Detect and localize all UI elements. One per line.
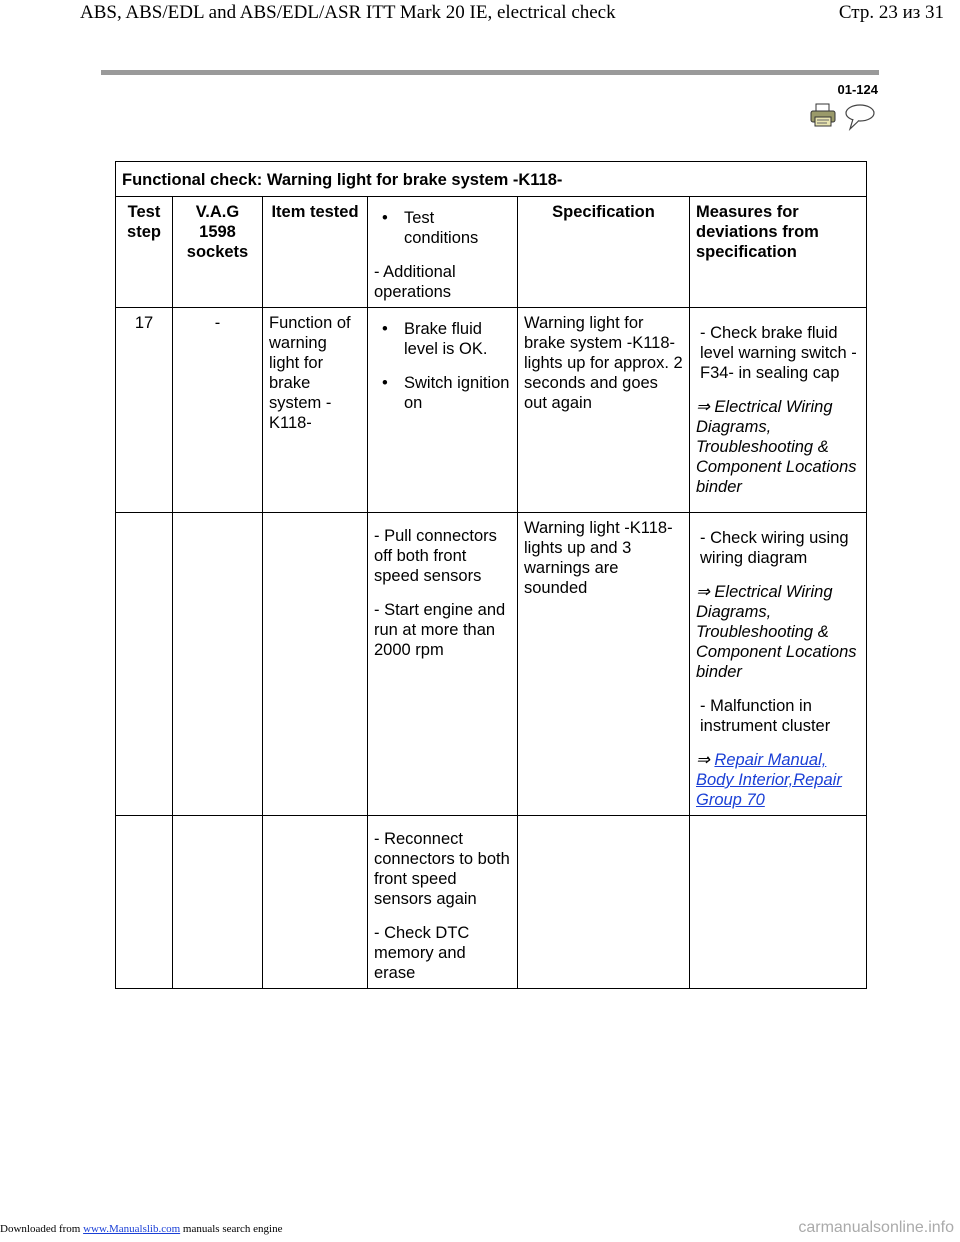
header-item-tested: Item tested	[263, 197, 368, 308]
measure-text: - Check brake fluid level warning switch -F34- in sealing cap	[700, 324, 857, 382]
watermark: carmanualsonline.info	[798, 1219, 954, 1236]
cell-specification	[518, 816, 690, 989]
header-test-conditions: • Test conditions	[374, 208, 511, 248]
page-number: Стр. 23 из 31	[838, 2, 944, 23]
reference-arrow: ⇒	[696, 751, 715, 769]
cell-measures	[690, 308, 867, 513]
header-divider	[101, 70, 879, 75]
repair-manual-link[interactable]: Repair Manual, Body Interior,Repair Group 70	[696, 751, 842, 809]
header-conditions-list	[374, 208, 511, 248]
condition-text: - Pull connectors off both front speed sensors	[374, 527, 497, 585]
wiring-diagrams-reference: ⇒ Electrical Wiring Diagrams, Troubleshooting & Component Locations binder	[696, 583, 857, 681]
document-title: ABS, ABS/EDL and ABS/EDL/ASR ITT Mark 20 IE, electrical check	[80, 2, 616, 23]
table-row	[116, 308, 867, 513]
printer-icon[interactable]	[810, 103, 836, 127]
footer-suffix: manuals search engine	[180, 1223, 283, 1235]
cell-item-tested	[263, 513, 368, 816]
cell-conditions	[368, 308, 518, 513]
table-row	[116, 513, 867, 816]
wiring-diagrams-reference: ⇒ Electrical Wiring Diagrams, Troubleshooting & Component Locations binder	[696, 398, 857, 496]
speech-bubble-icon[interactable]	[844, 103, 876, 131]
condition-item: • Switch ignition on	[374, 373, 511, 413]
download-footer	[0, 1223, 282, 1235]
header-sockets: V.A.G 1598 sockets	[173, 197, 263, 308]
table-row	[116, 816, 867, 989]
header-test-step: Test step	[116, 197, 173, 308]
cell-step	[116, 816, 173, 989]
table-title: Functional check: Warning light for brake system -K118-	[116, 162, 867, 197]
table-header-row	[116, 197, 867, 308]
header-conditions	[368, 197, 518, 308]
condition-item: • Brake fluid level is OK.	[374, 319, 511, 359]
cell-item-tested	[263, 816, 368, 989]
cell-conditions	[368, 816, 518, 989]
cell-measures	[690, 513, 867, 816]
measure-text: - Check wiring using wiring diagram	[700, 529, 849, 567]
cell-sockets: -	[173, 308, 263, 513]
cell-step: 17	[116, 308, 173, 513]
repair-manual-reference	[696, 750, 860, 810]
cell-measures	[690, 816, 867, 989]
footer-prefix: Downloaded from	[0, 1223, 84, 1235]
header-specification: Specification	[518, 197, 690, 308]
cell-sockets	[173, 513, 263, 816]
cell-specification: Warning light for brake system -K118- lights up for approx. 2 seconds and goes out again	[518, 308, 690, 513]
measure-text: - Malfunction in instrument cluster	[700, 697, 831, 735]
condition-text: - Start engine and run at more than 2000 rpm	[374, 601, 506, 659]
cell-conditions	[368, 513, 518, 816]
cell-specification: Warning light -K118- lights up and 3 warnings are sounded	[518, 513, 690, 816]
header-measures: Measures for deviations from specification	[690, 197, 867, 308]
toolbar-icons	[810, 103, 876, 131]
manualslib-link[interactable]: www.Manualslib.com	[83, 1223, 181, 1235]
cell-step	[116, 513, 173, 816]
condition-text: - Check DTC memory and erase	[374, 924, 470, 982]
conditions-list	[374, 319, 511, 413]
reference-code: 01-124	[837, 82, 878, 97]
condition-text: - Reconnect connectors to both front speed sensors again	[374, 830, 510, 908]
functional-check-table	[115, 161, 867, 989]
cell-sockets	[173, 816, 263, 989]
cell-item-tested: Function of warning light for brake system -K118-	[263, 308, 368, 513]
header-additional-operations: - Additional operations	[374, 263, 456, 301]
